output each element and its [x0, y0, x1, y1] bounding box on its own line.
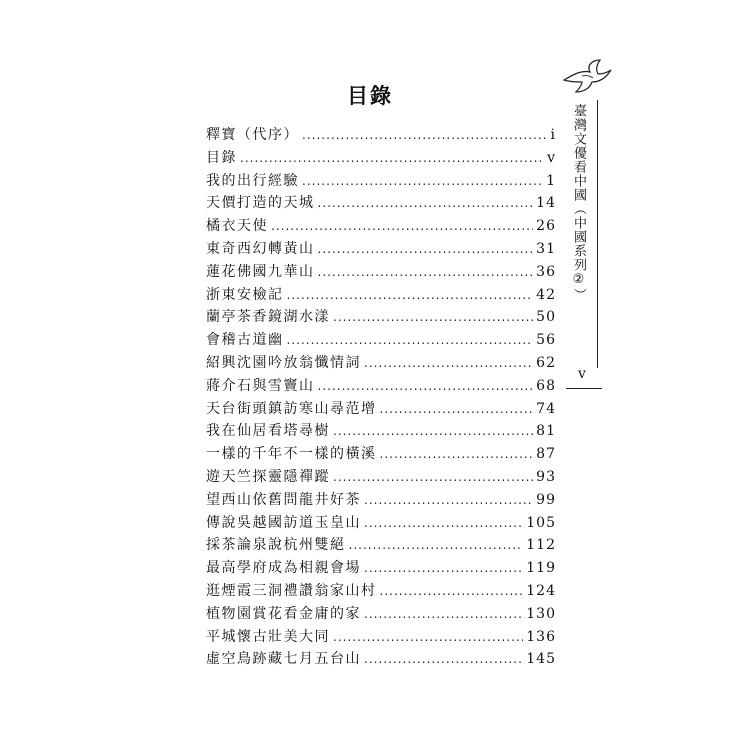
toc-entry	[206, 557, 556, 580]
toc-entry-title: 遊天竺探靈隱禪蹤	[206, 468, 330, 485]
toc-entry-page: 105	[526, 514, 556, 531]
toc-dot-leader	[364, 560, 523, 576]
toc-entry-title: 蘭亭茶香鏡湖水漾	[206, 309, 330, 326]
toc-entry	[206, 603, 556, 626]
toc-entry-page: v	[547, 149, 556, 166]
toc-entry-title: 傳說吳越國訪道玉皇山	[206, 514, 361, 531]
toc-dot-leader	[333, 309, 533, 325]
toc-entry	[206, 352, 556, 375]
divider-vertical	[597, 100, 598, 368]
toc-entry	[206, 375, 556, 398]
toc-entry	[206, 512, 556, 535]
toc-dot-leader	[349, 537, 524, 553]
toc-dot-leader	[318, 264, 534, 280]
toc-entry-page: 81	[536, 423, 556, 440]
toc-entry	[206, 124, 556, 147]
toc-dot-leader	[287, 287, 534, 303]
toc-dot-leader	[271, 218, 533, 234]
toc-entry	[206, 626, 556, 649]
toc-entry-title: 會稽古道幽	[206, 332, 284, 349]
toc-dot-leader	[380, 401, 534, 417]
toc-entry	[206, 238, 556, 261]
toc-entry-title: 望西山依舊問龍井好茶	[206, 491, 361, 508]
toc-entry-title: 釋寶（代序）	[206, 127, 299, 143]
toc-entry	[206, 215, 556, 238]
toc-entry-title: 逛煙霞三洞禮讚翁家山村	[206, 582, 377, 599]
toc-dot-leader	[364, 492, 533, 508]
toc-entry	[206, 466, 556, 489]
toc-entry-page: 62	[536, 354, 556, 371]
page-number: v	[578, 366, 586, 382]
toc-dot-leader	[364, 515, 523, 531]
toc-dot-leader	[240, 150, 544, 166]
toc-entry-title: 一樣的千年不一樣的橫溪	[206, 446, 377, 463]
toc-entry-title: 我在仙居看塔尋樹	[206, 423, 330, 440]
toc-entry-title: 平城懷古壯美大同	[206, 628, 330, 645]
toc-entry-page: 119	[526, 560, 556, 577]
toc-entry-page: 99	[536, 491, 556, 508]
toc-entry-title: 目錄	[206, 149, 237, 166]
toc-dot-leader	[318, 195, 534, 211]
toc-dot-leader	[333, 629, 523, 645]
toc-dot-leader	[364, 355, 533, 371]
toc-dot-leader	[364, 651, 523, 667]
toc-entry-page: 56	[536, 332, 556, 349]
toc-entry	[206, 170, 556, 193]
toc-entry	[206, 306, 556, 329]
toc-entry	[206, 648, 556, 671]
toc-entry	[206, 261, 556, 284]
toc-entry	[206, 192, 556, 215]
toc-entry-title: 採茶論泉說杭州雙絕	[206, 537, 346, 554]
toc-entry-title: 天價打造的天城	[206, 195, 315, 212]
toc-dot-leader	[380, 446, 534, 462]
toc-dot-leader	[333, 469, 533, 485]
toc-entry	[206, 420, 556, 443]
toc-entry-title: 蓮花佛國九華山	[206, 263, 315, 280]
toc-dot-leader	[318, 378, 534, 394]
toc-entry-page: 93	[536, 468, 556, 485]
toc-entry-title: 植物園賞花看金庸的家	[206, 605, 361, 622]
toc-dot-leader	[287, 332, 534, 348]
toc-entry-title: 紹興沈園吟放翁懺情詞	[206, 354, 361, 371]
toc-entry-title: 天台街頭鎮訪寒山尋范增	[206, 400, 377, 417]
toc-entry-page: i	[550, 127, 556, 143]
toc-entry	[206, 489, 556, 512]
toc-entry-page: 87	[536, 446, 556, 463]
toc-entry-page: 130	[526, 605, 556, 622]
toc-entry-page: 1	[546, 172, 556, 189]
toc-entry-title: 浙東安檢記	[206, 286, 284, 303]
toc-entry-page: 68	[536, 377, 556, 394]
toc-entry-page: 74	[536, 400, 556, 417]
toc-entry-page: 136	[526, 628, 556, 645]
toc-dot-leader	[380, 583, 524, 599]
table-of-contents	[206, 124, 556, 671]
toc-entry-page: 50	[536, 309, 556, 326]
bird-flying-icon	[560, 58, 612, 94]
toc-entry-page: 14	[536, 195, 556, 212]
toc-entry	[206, 329, 556, 352]
toc-entry-title: 最高學府成為相親會場	[206, 560, 361, 577]
toc-entry-page: 26	[536, 218, 556, 235]
toc-dot-leader	[364, 606, 523, 622]
toc-dot-leader	[302, 127, 548, 143]
toc-entry	[206, 443, 556, 466]
toc-entry-page: 42	[536, 286, 556, 303]
toc-entry-title: 蔣介石與雪竇山	[206, 377, 315, 394]
toc-dot-leader	[333, 423, 533, 439]
toc-entry-page: 145	[526, 651, 556, 668]
toc-entry	[206, 284, 556, 307]
toc-entry-title: 橘衣天使	[206, 218, 268, 235]
toc-entry-page: 124	[526, 582, 556, 599]
toc-entry	[206, 398, 556, 421]
toc-dot-leader	[318, 241, 534, 257]
toc-dot-leader	[302, 173, 543, 189]
toc-entry	[206, 580, 556, 603]
toc-entry-title: 我的出行經驗	[206, 172, 299, 189]
toc-entry	[206, 147, 556, 170]
divider-horizontal	[566, 388, 602, 389]
toc-entry-title: 東奇西幻轉黃山	[206, 240, 315, 257]
toc-entry	[206, 534, 556, 557]
toc-entry-page: 36	[536, 263, 556, 280]
toc-entry-page: 112	[526, 537, 556, 554]
running-header-series: 臺灣文優看中國（中國系列②）	[571, 104, 586, 302]
toc-entry-title: 虛空鳥跡藏七月五台山	[206, 651, 361, 668]
page-title: 目錄	[347, 84, 393, 108]
toc-entry-page: 31	[536, 240, 556, 257]
